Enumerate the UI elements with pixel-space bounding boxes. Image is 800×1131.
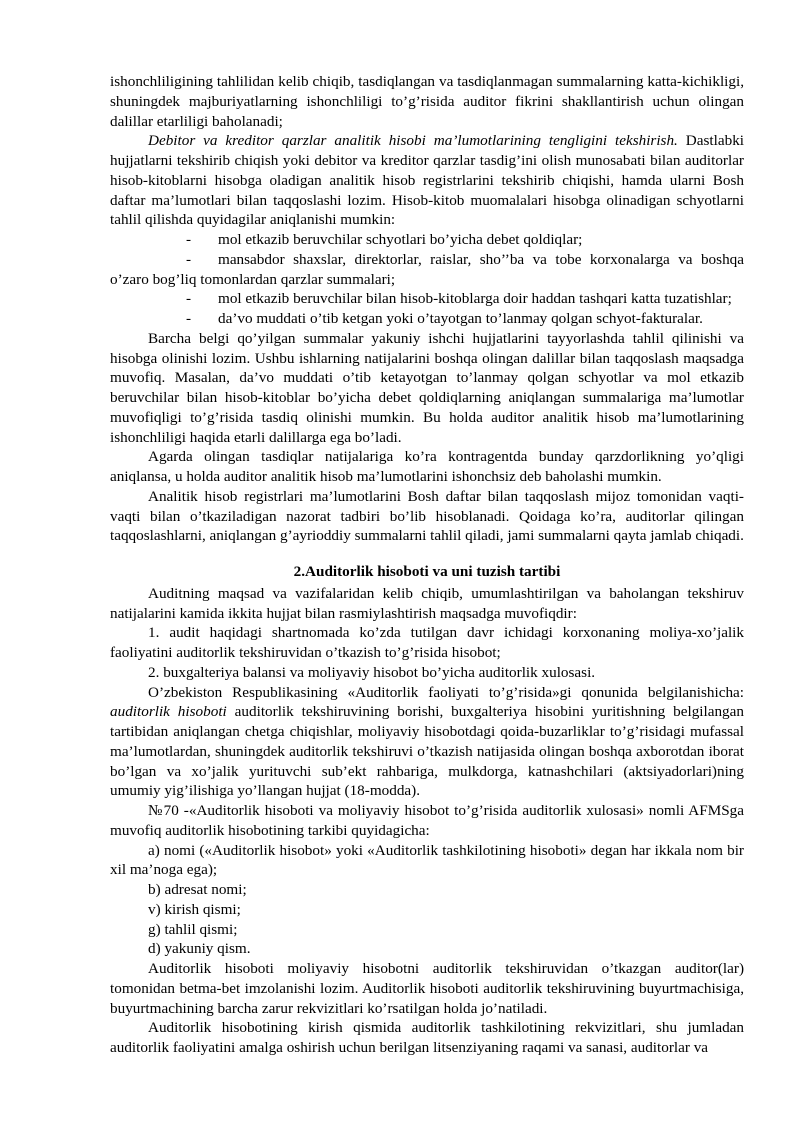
list-item-1-text: mol etkazib beruvchilar schyotlari bo’yicha debet qoldiqlar; [218, 231, 583, 248]
paragraph-3: Barcha belgi qo’yilgan summalar yakuniy ishchi hujjatlarini tayyorlashda tahlil qilinishi va hisobga olinishi lozim. Ushbu ishlarning natijalarini boshqa olingan dalillar bilan taqqoslash maqsadga muvofiq. Masalan, da’vo muddati o’tib ketayotgan to’lanmay qolgan schyotlar va mol etkazib beruvchilar bilan hisob-kitoblar bo’yicha debet qoldiqlarning aniqlangan summalariga ma’lumotlar muvofiqligi to’g’risida tasdiq olinishi mumkin. Bu holda auditor analitik hisob ma’lumotlarining ishonchliligi haqida etarli dalillarga ega bo’ladi. [110, 329, 744, 446]
paragraph-17: Auditorlik hisobotining kirish qismida auditorlik tashkilotining rekvizitlari, shu jumladan auditorlik faoliyatini amalga oshirish uchun berilgan litsenziyaning raqami va sanasi, auditorlar va [110, 1019, 744, 1056]
list-item-3 [110, 289, 744, 309]
paragraph-8: 2. buxgalteriya balansi va moliyaviy hisobot bo’yicha auditorlik xulosasi. [148, 663, 596, 681]
list-item-2 [110, 250, 744, 290]
paragraph-10: №70 -«Auditorlik hisoboti va moliyaviy hisobot to’g’risida auditorlik xulosasi» nomli AFMSga muvofiq auditorlik hisobotining tarkibi quyidagicha: [110, 802, 744, 839]
list-item-1 [110, 230, 744, 250]
paragraph-12: b) adresat nomi; [148, 881, 247, 898]
paragraph-1: ishonchliligining tahlilidan kelib chiqib, tasdiqlangan va tasdiqlanmagan summalarning katta-kichikligi, shuningdek majburiyatlarning ishonchliligi to’g’risida auditor fikrini shakllantirish uchun olingan dalillar etarliligi baholanadi; [110, 73, 744, 130]
paragraph-11: a) nomi («Auditorlik hisobot» yoki «Auditorlik tashkilotining hisoboti» degan har ikkala nom bir xil ma’noga ega); [110, 841, 744, 879]
paragraph-9-pre: O’zbekiston Respublikasining «Auditorlik faoliyati to’g’risida»gi qonunida belgilanishicha: [148, 683, 744, 701]
list-item-4-text: da’vo muddati o’tib ketgan yoki o’tayotgan to’lanmay qolgan schyot-fakturalar. [218, 310, 703, 327]
dash-marker: - [186, 250, 192, 268]
list-item-4 [110, 309, 744, 329]
paragraph-9-italic: auditorlik hisoboti [110, 703, 227, 721]
paragraph-4: Agarda olingan tasdiqlar natijalariga ko’ra kontragentda bunday qarzdorlikning yo’qligi aniqlansa, u holda auditor analitik hisob ma’lumotlarini ishonchsiz deb baholashi mumkin. [110, 448, 744, 485]
dash-marker: - [186, 231, 192, 248]
paragraph-6: Auditning maqsad va vazifalaridan kelib chiqib, umumlashtirilgan va baholangan tekshiruv natijalarini kamida ikkita hujjat bilan rasmiylashtirish maqsadga muvofiqdir: [110, 584, 744, 622]
dash-marker: - [186, 290, 192, 308]
paragraph-9 [110, 683, 744, 802]
paragraph-5: Analitik hisob registrlari ma’lumotlarini Bosh daftar bilan taqqoslash mijoz tomonidan vaqti-vaqti bilan o’tkaziladigan nazorat tadbiri bo’lib hisoblanadi. Qoidaga ko’ra, auditorlar qilingan taqqoslashlarni, aniqlangan g’ayrioddiy summalarni tahlil qiladi, jami summalarni qayta jamlab chiqadi. [110, 487, 744, 545]
paragraph-2-text: Dastlabki hujjatlarni tekshirib chiqish yoki debitor va kreditor qarzlar tasdig’ini olish munosabati bilan auditorlar hisob-kitoblarni hisobga oladigan analitik hisob registrlarini tekshirib chiqishi, hamda ularni Bosh daftar ma’lumotlari bilan taqqoslashi lozim. Hisob-kitob muomalalari hisobga olinadigan schyotlarni tahlil qilishda quyidagilar aniqlanishi mumkin: [110, 132, 745, 229]
list-item-3-text: mol etkazib beruvchilar bilan hisob-kitoblarga doir haddan tashqari katta tuzatishlar; [218, 290, 732, 308]
section-heading: 2.Auditorlik hisoboti va uni tuzish tartibi [293, 563, 561, 580]
document-body [110, 72, 744, 1058]
paragraph-9-post: auditorlik tekshiruvining borishi, buxgalteriya hisobini yuritishning belgilangan tartibidan aniqlangan chetga chiqishlar, moliyaviy hisobotdagi qoida-buzarliklar to’g’risidagi mufassal ma’lumotlardan, shuningdek auditorlik tekshiruvi o’tkazish natijasida olingan boshqa axborotdan iborat bo’lgan va xo’jalik yurituvchi sub’ekt rahbariga, mulkdorga, katnashchilari (aktsiyadorlari)ning umumiy yig’ilishiga yo’llangan hujjat (18-modda). [110, 703, 744, 800]
paragraph-14: g) tahlil qismi; [148, 920, 238, 938]
paragraph-7: 1. audit haqidagi shartnomada ko’zda tutilgan davr ichidagi korxonaning moliya-xo’jalik faoliyatini auditorlik tekshiruvidan o’tkazish to’g’risida hisobot; [110, 624, 744, 661]
list-item-2-text: mansabdor shaxslar, direktorlar, raislar, sho’’ba va tobe korxonalarga va boshqa o’zaro bog’liq tomonlardan qarzlar summalari; [110, 250, 744, 288]
dash-marker: - [186, 310, 192, 327]
paragraph-15: d) yakuniy qism. [148, 940, 251, 958]
paragraph-16: Auditorlik hisoboti moliyaviy hisobotni auditorlik tekshiruvidan o’tkazgan auditor(lar) tomonidan betma-bet imzolanishi lozim. Auditorlik hisoboti auditorlik tekshiruvining buyurtmachisiga, buyurtmachining barcha zarur rekvizitlari ko’rsatilgan holda jo’natiladi. [110, 960, 744, 1017]
paragraph-2 [110, 131, 744, 230]
paragraph-13: v) kirish qismi; [148, 900, 241, 918]
paragraph-2-lead: Debitor va kreditor qarzlar analitik hisobi ma’lumotlarining tengligini tekshirish. [148, 132, 678, 150]
